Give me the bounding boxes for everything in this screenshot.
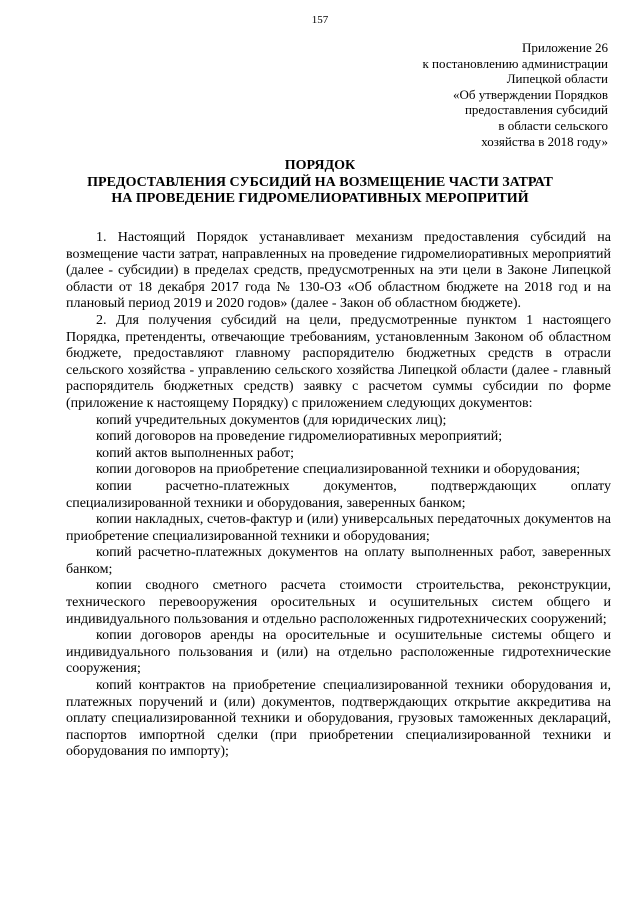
title-line: НА ПРОВЕДЕНИЕ ГИДРОМЕЛИОРАТИВНЫХ МЕРОПРИТИЙ	[111, 191, 529, 206]
paragraph: 2. Для получения субсидий на цели, предусмотренные пунктом 1 настоящего Порядка, претенденты, отвечающие требованиям, установленным Законом об областном бюджете, предоставляют главному распорядителю бюджетных средств в отрасли сельского хозяйства - управлению сельского хозяйства Липецкой области (далее - главный распорядитель бюджетных средств) заявку с расчетом суммы субсидии по форме (приложение к настоящему Порядку) с приложением следующих документов:	[66, 312, 611, 411]
page-number: 157	[311, 14, 329, 26]
list-item: копий контрактов на приобретение специализированной техники оборудования и, платежных поручений и (или) документов, подтверждающих открытие аккредитива на оплату специализированной техники и оборудования, грузовых таможенных деклараций, паспортов импортной сделки (при приобретении специализированной техники и оборудования по импорту);	[66, 678, 611, 760]
paragraph: 1. Настоящий Порядок устанавливает механизм предоставления субсидий на возмещение части затрат, направленных на проведение гидромелиоративных мероприятий (далее - субсидии) в пределах средств, предусмотренных на эти цели в Законе Липецкой области от 18 декабря 2017 года № 130-ОЗ «Об областном бюджете на 2018 год и на плановый период 2019 и 2020 годов» (далее - Закон об областном бюджете).	[66, 230, 611, 312]
list-item: копий актов выполненных работ;	[96, 445, 295, 461]
appendix-line: к постановлению администрации	[422, 55, 608, 71]
appendix-line: «Об утверждении Порядков	[452, 86, 608, 102]
document-body	[66, 230, 611, 761]
appendix-line: предоставления субсидий	[464, 102, 608, 118]
appendix-line: хозяйства в 2018 году»	[481, 133, 608, 149]
list-item: копии договоров на приобретение специализированной техники и оборудования;	[96, 462, 581, 478]
list-item: копии договоров аренды на оросительные и осушительные системы общего и индивидуального пользования и (или) на отдельно расположенные гидротехнические сооружения;	[66, 628, 611, 677]
appendix-note	[368, 40, 608, 149]
list-item: копии накладных, счетов-фактур и (или) универсальных передаточных документов на приобретение специализированной техники и оборудования;	[66, 512, 611, 544]
title-line: ПОРЯДОК	[284, 158, 356, 173]
list-item: копии сводного сметного расчета стоимости строительства, реконструкции, технического перевооружения оросительных и осушительных систем общего и индивидуального пользования и отдельно расположенных гидротехнических сооружений;	[66, 578, 611, 627]
list-item: копий учредительных документов (для юридических лиц);	[96, 412, 447, 428]
appendix-line: Приложение 26	[521, 40, 608, 55]
document-title	[40, 158, 600, 208]
list-item: копий расчетно-платежных документов на оплату выполненных работ, заверенных банком;	[66, 545, 611, 577]
title-line: ПРЕДОСТАВЛЕНИЯ СУБСИДИЙ НА ВОЗМЕЩЕНИЕ ЧАСТИ ЗАТРАТ	[87, 174, 553, 190]
appendix-line: Липецкой области	[506, 71, 608, 87]
list-item: копии расчетно-платежных документов, подтверждающих оплату специализированной техники и оборудования, заверенных банком;	[66, 478, 611, 511]
appendix-line: в области сельского	[498, 117, 608, 133]
list-item: копий договоров на проведение гидромелиоративных мероприятий;	[96, 429, 503, 445]
